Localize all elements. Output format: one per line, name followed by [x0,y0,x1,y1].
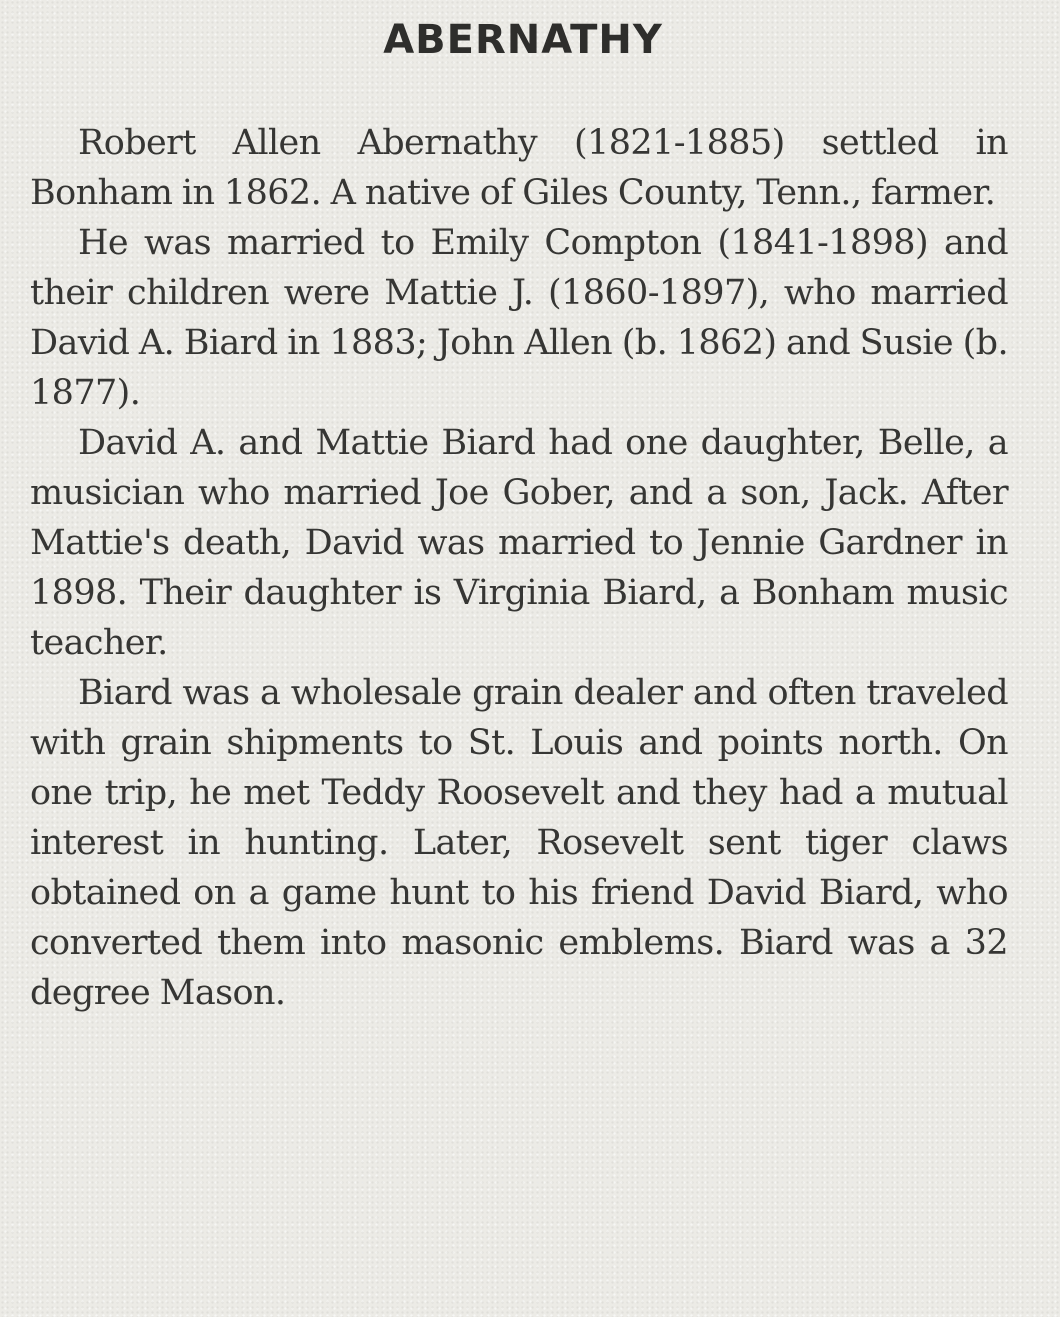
paragraph-biard-family: David A. and Mattie Biard had one daughter, Belle, a musician who married Joe Gober, and a son, Jack. After Mattie's death, David was married to Jennie Gardner in 1898. Their daughter is Virginia Biard, a Bonham music teacher. [30,423,1008,663]
paragraph-settlement: Robert Allen Abernathy (1821-1885) settled in Bonham in 1862. A native of Giles County, Tenn., farmer. [30,123,1008,213]
paragraph-marriage-children: He was married to Emily Compton (1841-1898) and their children were Mattie J. (1860-1897), who married David A. Biard in 1883; John Allen (b. 1862) and Susie (b. 1877). [30,223,1008,413]
article-body [30,118,1008,1018]
paragraph-grain-dealer: Biard was a wholesale grain dealer and often traveled with grain shipments to St. Louis and points north. On one trip, he met Teddy Roosevelt and they had a mutual interest in hunting. Later, Rosevelt sent tiger claws obtained on a game hunt to his friend David Biard, who converted them into masonic emblems. Biard was a 32 degree Mason. [30,673,1008,1013]
article-title: ABERNATHY [383,17,663,63]
